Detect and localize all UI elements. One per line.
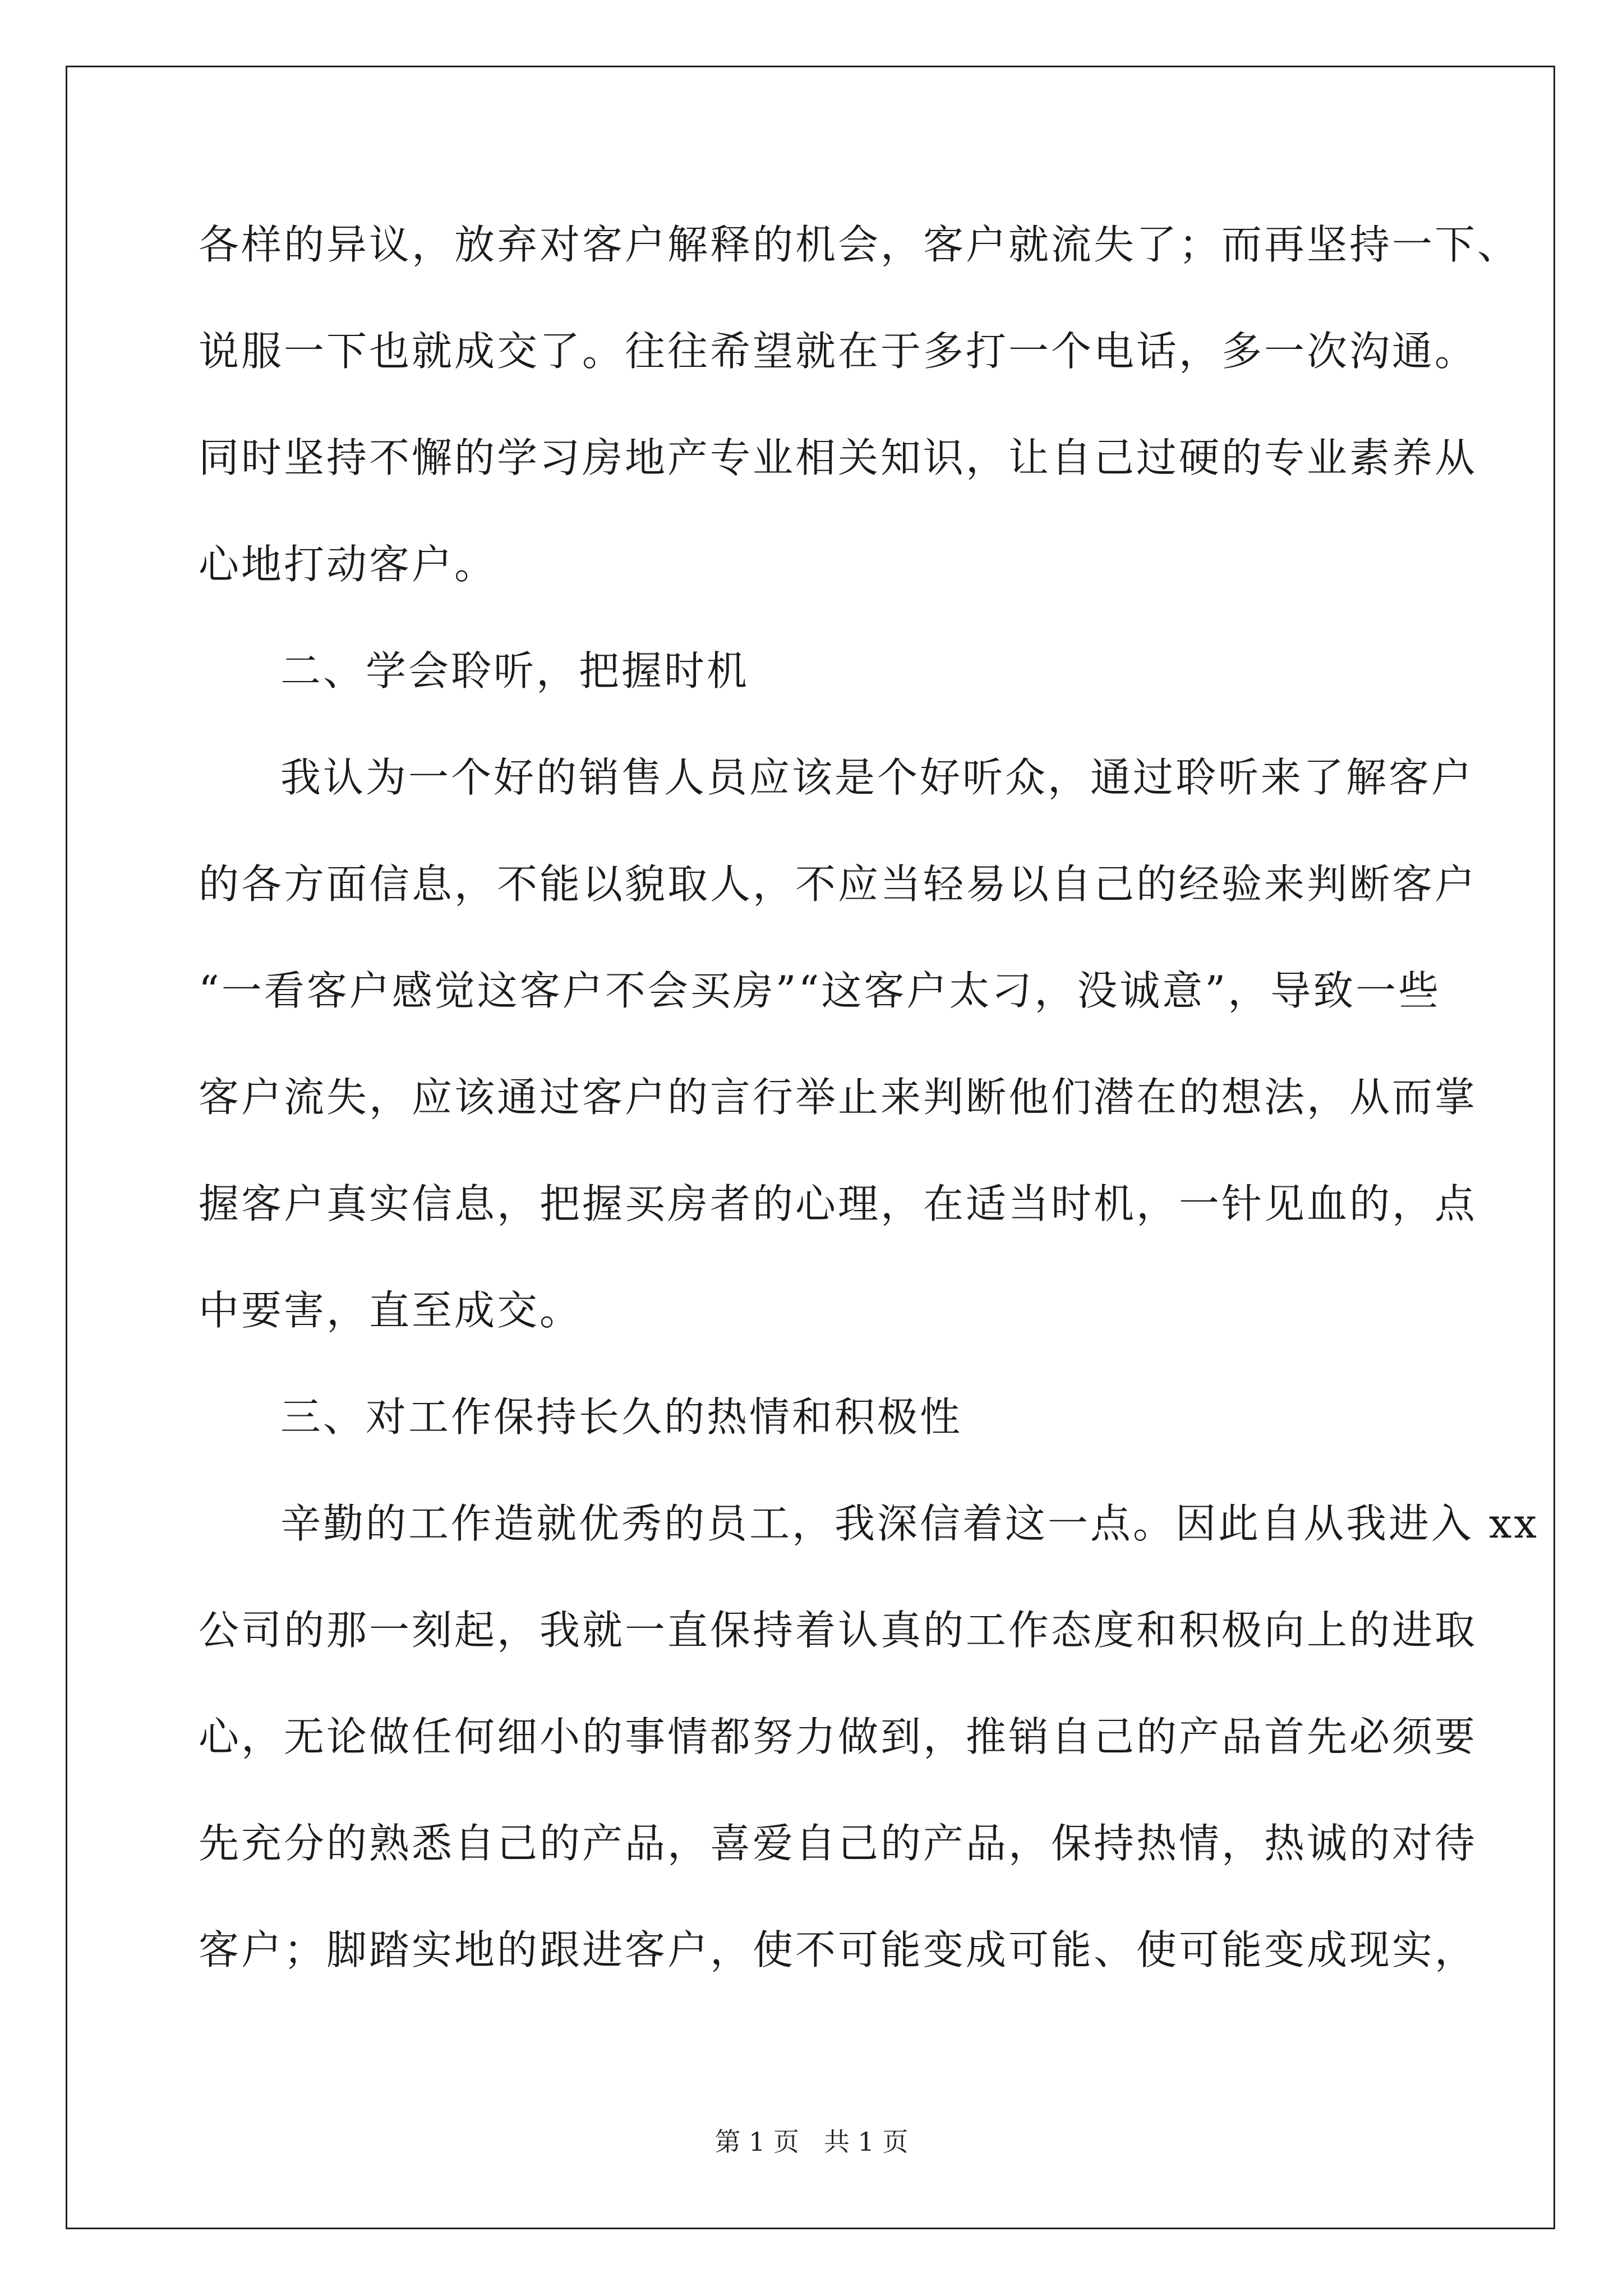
body-line: 心，无论做任何细小的事情都努力做到，推销自己的产品首先必须要 xyxy=(199,1713,1478,1760)
page-number: 第 1 页 xyxy=(714,2127,799,2157)
body-line: “一看客户感觉这客户不会买房”“这客户太刁，没诚意”，导致一些 xyxy=(199,967,1441,1014)
page-total: 共 1 页 xyxy=(824,2127,909,2157)
body-line: 先充分的熟悉自己的产品，喜爱自己的产品，保持热情，热诚的对待 xyxy=(199,1820,1478,1867)
body-line: 同时坚持不懈的学习房地产专业相关知识，让自己过硬的专业素养从 xyxy=(199,434,1478,481)
body-line: 的各方面信息，不能以貌取人，不应当轻易以自己的经验来判断客户 xyxy=(199,861,1478,908)
body-line: 中要害，直至成交。 xyxy=(199,1287,583,1334)
section-heading: 二、学会聆听，把握时机 xyxy=(280,647,750,694)
body-line: 心地打动客户。 xyxy=(199,541,497,588)
body-line: 我认为一个好的销售人员应该是个好听众，通过聆听来了解客户 xyxy=(280,754,1474,801)
section-heading: 三、对工作保持长久的热情和积极性 xyxy=(280,1393,963,1441)
page-border xyxy=(66,66,1555,2229)
body-line: 说服一下也就成交了。往往希望就在于多打一个电话，多一次沟通。 xyxy=(199,328,1478,375)
body-line: 各样的异议，放弃对客户解释的机会，客户就流失了；而再坚持一下、 xyxy=(199,221,1520,268)
page-footer xyxy=(0,2125,1623,2159)
body-line: 握客户真实信息，把握买房者的心理，在适当时机，一针见血的，点 xyxy=(199,1180,1478,1227)
body-line: 客户；脚踏实地的跟进客户，使不可能变成可能、使可能变成现实， xyxy=(199,1926,1478,1973)
body-line: 客户流失，应该通过客户的言行举止来判断他们潜在的想法，从而掌 xyxy=(199,1074,1478,1121)
body-line: 辛勤的工作造就优秀的员工，我深信着这一点。因此自从我进入 xx xyxy=(280,1500,1539,1547)
body-line: 公司的那一刻起，我就一直保持着认真的工作态度和积极向上的进取 xyxy=(199,1607,1478,1654)
